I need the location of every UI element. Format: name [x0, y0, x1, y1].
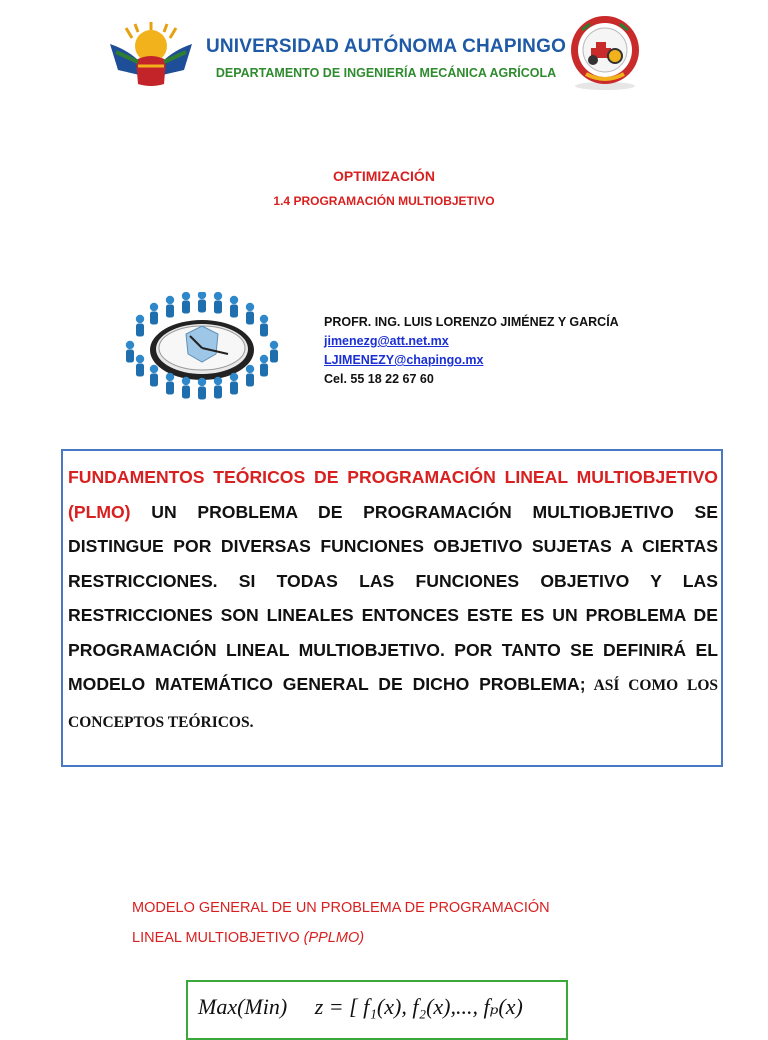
professor-phone: Cel. 55 18 22 67 60	[324, 372, 434, 386]
email-link-att[interactable]: jimenezg@att.net.mx	[324, 334, 449, 348]
university-title: UNIVERSIDAD AUTÓNOMA CHAPINGO	[205, 36, 567, 57]
model-heading-text: LINEAL MULTIOBJETIVO	[132, 930, 304, 946]
department-title: DEPARTAMENTO DE INGENIERÍA MECÁNICA AGRÍCOLA	[215, 66, 557, 80]
formula-max-min: Max(Min)	[198, 994, 288, 1019]
objective-formula	[198, 994, 568, 1020]
course-title: OPTIMIZACIÓN	[333, 168, 435, 184]
model-heading-line-2	[132, 930, 364, 946]
chapingo-university-logo-icon	[108, 22, 194, 88]
course-subtitle: 1.4 PROGRAMACIÓN MULTIOBJETIVO	[273, 194, 495, 208]
fundamentos-body: UN PROBLEMA DE PROGRAMACIÓN MULTIOBJETIVO SE DISTINGUE POR DIVERSAS FUNCIONES OBJETIVO SUJETAS A CIERTAS RESTRICCIONES. SI TODAS LAS FUNCIONES OBJETIVO Y LAS RESTRICCIONES SON LINEALES ENTONCES ESTE ES UN PROBLEMA DE PROGRAMACIÓN LINEAL MULTIOBJETIVO. POR TANTO SE DEFINIRÁ EL MODELO MATEMÁTICO GENERAL DE DICHO PROBLEMA;	[68, 501, 719, 694]
professor-name: PROFR. ING. LUIS LORENZO JIMÉNEZ Y GARCÍA	[324, 315, 619, 329]
model-heading-abbrev: (PPLMO)	[303, 930, 365, 946]
people-around-clock-icon	[118, 292, 286, 400]
professor-info	[324, 313, 704, 389]
department-seal-icon	[566, 14, 644, 92]
email-link-chapingo[interactable]: LJIMENEZY@chapingo.mx	[324, 353, 484, 367]
fundamentos-heading: FUNDAMENTOS TEÓRICOS DE PROGRAMACIÓN LINEAL MULTIOBJETIVO (PLMO)	[68, 467, 718, 522]
model-heading-line-1: MODELO GENERAL DE UN PROBLEMA DE PROGRAMACIÓN	[132, 900, 550, 916]
fundamentos-text	[68, 460, 718, 740]
formula-vector: z = [ f₁(x), f₂(x),..., fₚ(x)	[314, 994, 523, 1019]
fundamentos-tail: ASÍ COMO LOS CONCEPTOS TEÓRICOS.	[68, 677, 718, 731]
